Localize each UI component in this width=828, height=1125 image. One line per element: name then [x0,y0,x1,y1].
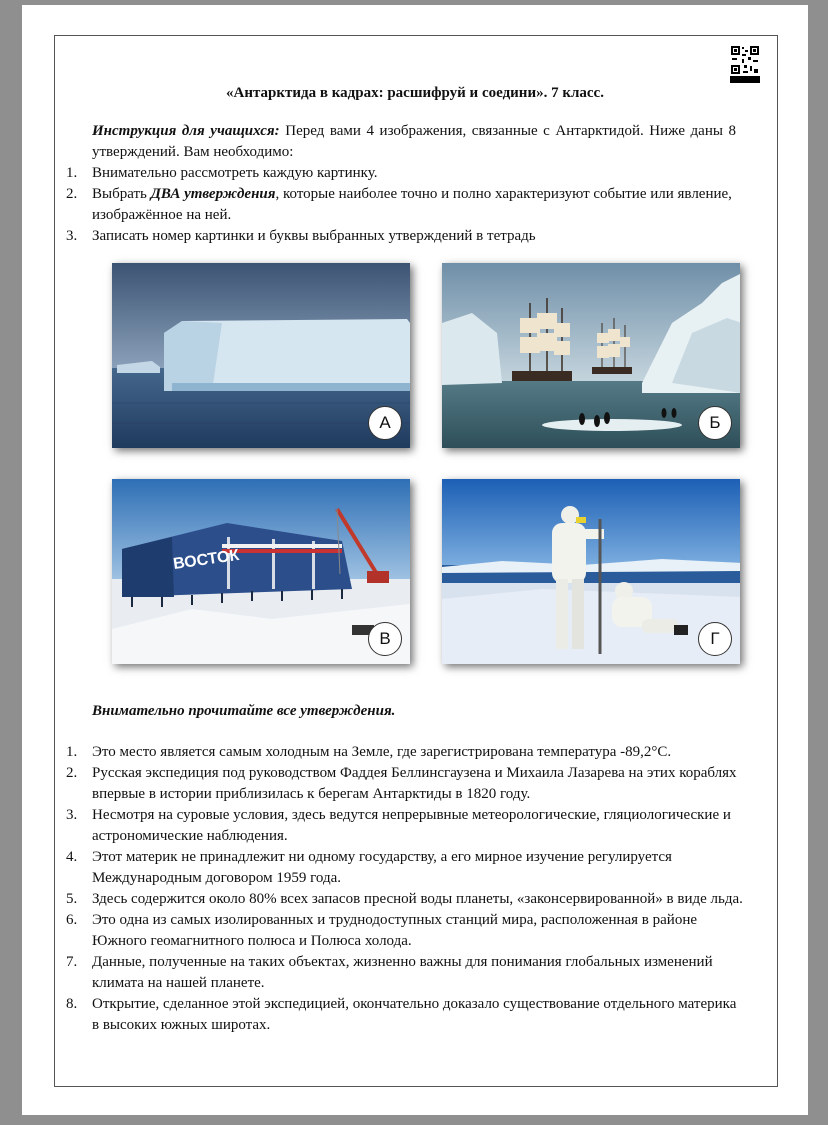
statement-text: Это место является самым холодным на Земле, где зарегистрирована температура -89,2°С. [92,744,672,760]
step-text-post: , которые наиболее точно и полно характеризуют событие или явление, изображённое на ней. [92,186,732,223]
image-label-badge: Г [698,622,732,656]
image-label-badge: Б [698,406,732,440]
list-item [66,763,746,805]
step-number: 2. [66,186,78,202]
instruction-lead: Инструкция для учащихся: [92,123,280,139]
statements-heading: Внимательно прочитайте все утверждения. [92,703,396,719]
statement-text: Несмотря на суровые условия, здесь ведутся непрерывные метеорологические, гляциологические и астрономические наблюдения. [92,807,731,844]
statements-list [66,742,746,1036]
iceberg-photo [112,263,410,448]
statement-number: 3. [66,807,78,823]
statement-number: 6. [66,912,78,928]
statement-text: Здесь содержится около 80% всех запасов пресной воды планеты, «законсервированной» в виде льда. [92,891,743,907]
step-number: 3. [66,228,78,244]
statement-number: 5. [66,891,78,907]
image-d-scientists [442,479,740,664]
statement-number: 1. [66,744,78,760]
list-item [66,994,746,1036]
image-c-station [112,479,410,664]
instruction-body: Перед вами 4 изображения, связанные с Антарктидой. Ниже даны 8 утверждений. Вам необходимо: [92,123,736,160]
statement-text: Открытие, сделанное этой экспедицией, окончательно доказало существование отдельного материка в высоких южных широтах. [92,996,737,1033]
image-b-ships [442,263,740,448]
vostok-station-photo [112,479,410,664]
step-text: Внимательно рассмотреть каждую картинку. [92,165,378,181]
image-a-iceberg [112,263,410,448]
sailing-ships-painting [442,263,740,448]
page-title: «Антарктида в кадрах: расшифруй и соедини». 7 класс. [226,85,604,101]
statement-number: 8. [66,996,78,1012]
list-item [66,163,736,184]
list-item [66,226,736,247]
scientists-ice-core-photo [442,479,740,664]
station-sign: ВОСТОК [172,546,241,573]
step-text-pre: Выбрать [92,186,151,202]
list-item [66,952,746,994]
statement-number: 7. [66,954,78,970]
statement-number: 4. [66,849,78,865]
list-item [66,742,746,763]
statement-text: Этот материк не принадлежит ни одному государству, а его мирное изучение регулируется Международным договором 1959 года. [92,849,672,886]
qr-code-icon [730,45,760,83]
list-item [66,847,746,889]
document-page [22,5,808,1115]
list-item [66,184,736,226]
step-text-emphasis: ДВА утверждения [150,186,276,202]
list-item [66,910,746,952]
step-text: Записать номер картинки и буквы выбранных утверждений в тетрадь [92,228,536,244]
image-label-badge: А [368,406,402,440]
image-label-badge: В [368,622,402,656]
instruction-text [92,121,736,163]
statement-text: Это одна из самых изолированных и труднодоступных станций мира, расположенная в районе Южного геомагнитного полюса и Полюса холода. [92,912,698,949]
step-number: 1. [66,165,78,181]
instruction-steps [66,163,736,247]
statement-number: 2. [66,765,78,781]
list-item [66,805,746,847]
statement-text: Русская экспедиция под руководством Фаддея Беллинсгаузена и Михаила Лазарева на этих кораблях впервые в истории приблизилась к берегам Антарктиды в 1820 году. [92,765,737,802]
statement-text: Данные, полученные на таких объектах, жизненно важны для понимания глобальных изменений климата на нашей планете. [92,954,713,991]
list-item [66,889,746,910]
